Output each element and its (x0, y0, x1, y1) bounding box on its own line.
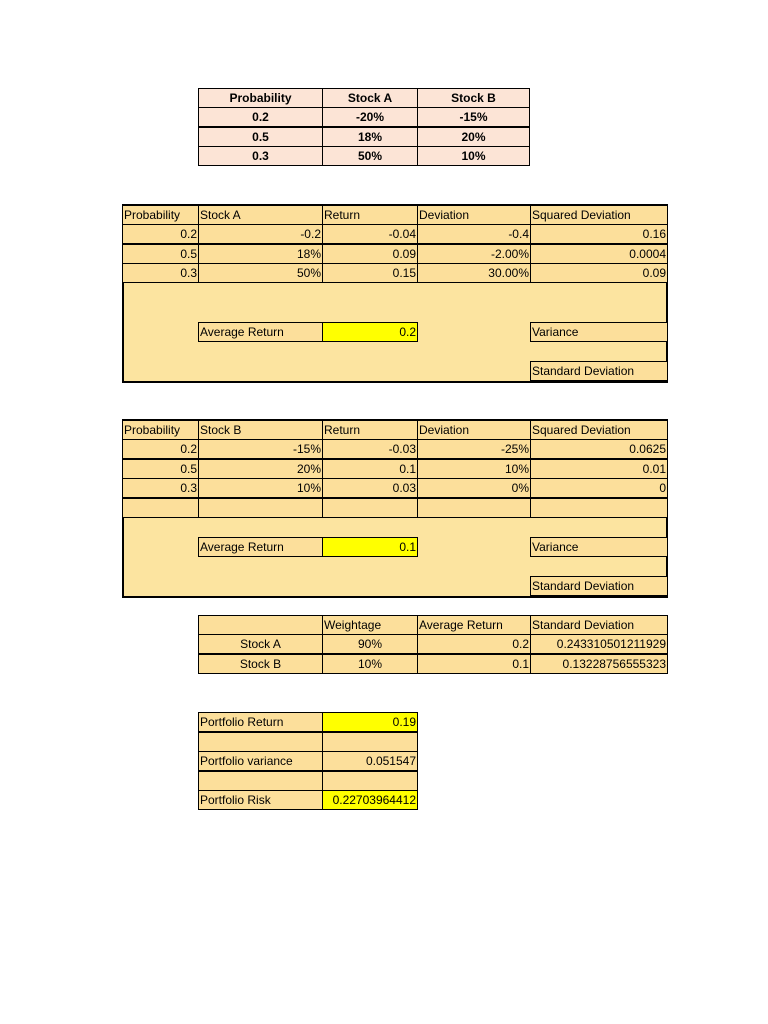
cell[interactable]: 0.0004 (530, 244, 668, 264)
cell[interactable]: 0.1 (417, 654, 531, 674)
cell[interactable]: 0% (417, 478, 531, 498)
portfolio-risk-value[interactable]: 0.22703964412 (322, 790, 418, 810)
header-deviation: Deviation (417, 205, 531, 225)
header-probability: Probability (122, 420, 199, 440)
cell[interactable]: 50% (322, 146, 418, 166)
empty-cell[interactable] (198, 771, 323, 791)
cell[interactable]: -15% (417, 107, 530, 127)
header-deviation: Deviation (417, 420, 531, 440)
portfolio-return-value[interactable]: 0.19 (322, 712, 418, 732)
cell[interactable]: 10% (417, 459, 531, 479)
average-return-label: Average Return (198, 537, 323, 557)
cell[interactable]: -0.2 (198, 224, 323, 244)
cell[interactable]: 30.00% (417, 263, 531, 283)
header-standard-deviation: Standard Deviation (530, 615, 668, 635)
header-weightage: Weightage (322, 615, 418, 635)
cell[interactable]: 90% (322, 634, 418, 654)
average-return-value[interactable]: 0.1 (322, 537, 418, 557)
empty-cell[interactable] (417, 498, 531, 518)
portfolio-variance-value[interactable]: 0.051547 (322, 751, 418, 771)
cell[interactable]: 18% (322, 127, 418, 147)
portfolio-variance-label: Portfolio variance (198, 751, 323, 771)
cell[interactable]: 10% (417, 146, 530, 166)
cell[interactable]: 0.1 (322, 459, 418, 479)
cell[interactable]: 0.15 (322, 263, 418, 283)
cell[interactable]: -0.4 (417, 224, 531, 244)
cell[interactable]: -2.00% (417, 244, 531, 264)
header-squared-deviation: Squared Deviation (530, 205, 668, 225)
variance-label: Variance (530, 322, 668, 342)
cell[interactable]: 18% (198, 244, 323, 264)
average-return-label: Average Return (198, 322, 323, 342)
header-squared-deviation: Squared Deviation (530, 420, 668, 440)
cell[interactable]: 0.5 (198, 127, 323, 147)
header-stock-a: Stock A (322, 88, 418, 108)
standard-deviation-label: Standard Deviation (530, 576, 668, 596)
row-label-stock-a: Stock A (198, 634, 323, 654)
header-average-return: Average Return (417, 615, 531, 635)
empty-cell[interactable] (198, 498, 323, 518)
empty-cell[interactable] (122, 498, 199, 518)
cell[interactable]: 0.03 (322, 478, 418, 498)
header-probability: Probability (122, 205, 199, 225)
cell[interactable]: 0.0625 (530, 439, 668, 459)
header-return: Return (322, 420, 418, 440)
cell[interactable]: 0.13228756555323 (530, 654, 668, 674)
empty-cell[interactable] (530, 498, 668, 518)
header-stock-b: Stock B (417, 88, 530, 108)
header-stock-a: Stock A (198, 205, 323, 225)
header-stock-b: Stock B (198, 420, 323, 440)
cell[interactable]: 10% (198, 478, 323, 498)
empty-cell[interactable] (322, 771, 418, 791)
portfolio-risk-label: Portfolio Risk (198, 790, 323, 810)
variance-label: Variance (530, 537, 668, 557)
cell[interactable]: 0 (530, 478, 668, 498)
cell[interactable]: 0.3 (122, 263, 199, 283)
empty-cell[interactable] (322, 498, 418, 518)
cell[interactable]: 0.01 (530, 459, 668, 479)
cell[interactable]: -0.03 (322, 439, 418, 459)
cell[interactable]: 0.5 (122, 244, 199, 264)
empty-cell[interactable] (198, 732, 323, 752)
header-probability: Probability (198, 88, 323, 108)
cell[interactable]: 0.16 (530, 224, 668, 244)
cell[interactable]: 0.2 (122, 224, 199, 244)
cell[interactable]: 20% (417, 127, 530, 147)
summary-header-blank (198, 615, 323, 635)
cell[interactable]: -15% (198, 439, 323, 459)
header-return: Return (322, 205, 418, 225)
cell[interactable]: 0.09 (530, 263, 668, 283)
cell[interactable]: 0.5 (122, 459, 199, 479)
empty-cell[interactable] (322, 732, 418, 752)
cell[interactable]: 50% (198, 263, 323, 283)
cell[interactable]: 0.3 (198, 146, 323, 166)
row-label-stock-b: Stock B (198, 654, 323, 674)
cell[interactable]: -25% (417, 439, 531, 459)
cell[interactable]: 0.2 (122, 439, 199, 459)
cell[interactable]: 0.2 (198, 107, 323, 127)
cell[interactable]: 20% (198, 459, 323, 479)
cell[interactable]: 0.243310501211929 (530, 634, 668, 654)
standard-deviation-label: Standard Deviation (530, 361, 668, 381)
average-return-value[interactable]: 0.2 (322, 322, 418, 342)
portfolio-return-label: Portfolio Return (198, 712, 323, 732)
cell[interactable]: 10% (322, 654, 418, 674)
cell[interactable]: -0.04 (322, 224, 418, 244)
cell[interactable]: 0.09 (322, 244, 418, 264)
cell[interactable]: 0.2 (417, 634, 531, 654)
cell[interactable]: -20% (322, 107, 418, 127)
cell[interactable]: 0.3 (122, 478, 199, 498)
